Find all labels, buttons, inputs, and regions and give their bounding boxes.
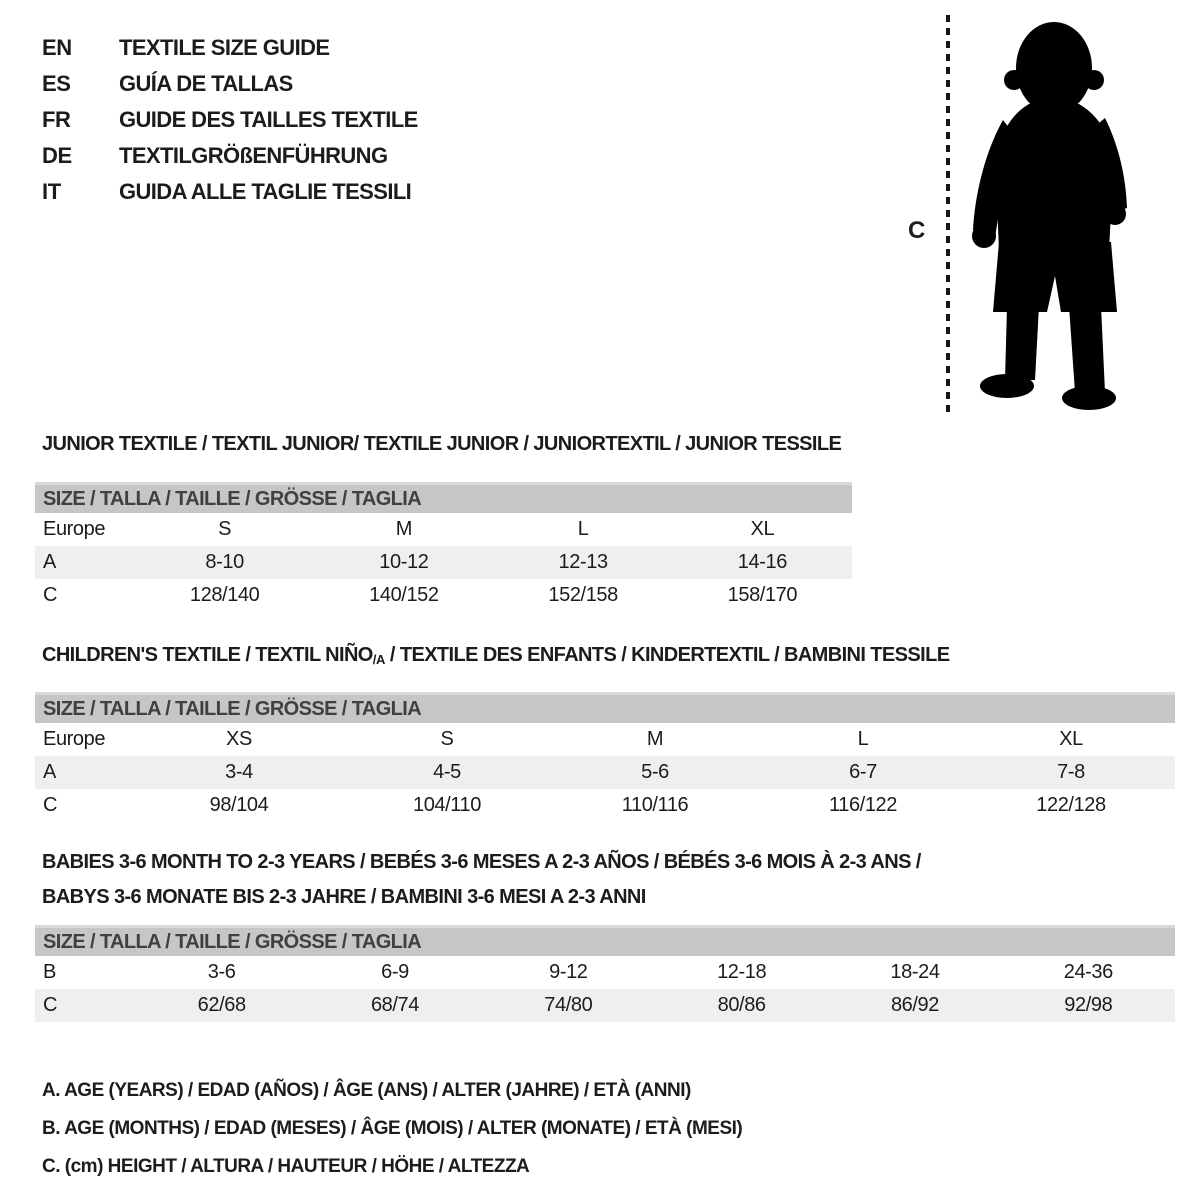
children-title-subscript: /A (372, 652, 385, 667)
value-cell: 128/140 (189, 584, 260, 606)
table-row (35, 546, 852, 579)
language-code: EN (42, 35, 72, 60)
table-row (35, 579, 852, 612)
language-code: FR (42, 107, 71, 132)
children-size-table (35, 692, 1175, 822)
language-code: DE (42, 143, 72, 168)
size-header-bar: SIZE / TALLA / TAILLE / GRÖSSE / TAGLIA (35, 482, 852, 513)
junior-size-table (35, 482, 852, 612)
row-label: C (43, 794, 58, 816)
column-header: XS (226, 728, 252, 750)
value-cell: 86/92 (890, 994, 939, 1016)
language-row (42, 102, 418, 138)
babies-title-line2: BABYS 3-6 MONATE BIS 2-3 JAHRE / BAMBINI 3-6 MESI A 2-3 ANNI (42, 886, 646, 908)
language-row (42, 138, 418, 174)
legend-line-age-months: B. AGE (MONTHS) / EDAD (MESES) / ÂGE (MOIS) / ALTER (MONATE) / ETÀ (MESI) (42, 1118, 743, 1139)
column-header: L (577, 518, 589, 540)
value-cell: 6-9 (381, 961, 409, 983)
measure-legend (42, 1072, 742, 1186)
junior-section-title: JUNIOR TEXTILE / TEXTIL JUNIOR/ TEXTILE JUNIOR / JUNIORTEXTIL / JUNIOR TESSILE (42, 433, 842, 455)
value-cell: 12-13 (558, 551, 608, 573)
value-cell: 74/80 (544, 994, 593, 1016)
value-cell: 110/116 (621, 794, 689, 816)
value-cell: 6-7 (849, 761, 877, 783)
column-header: L (857, 728, 869, 750)
value-cell: 7-8 (1057, 761, 1085, 783)
value-cell: 80/86 (717, 994, 766, 1016)
value-cell: 3-4 (225, 761, 253, 783)
value-cell: 158/170 (727, 584, 798, 606)
table-row (35, 956, 1175, 989)
language-title: TEXTILGRÖßENFÜHRUNG (119, 143, 388, 168)
column-header: M (646, 728, 664, 750)
column-header: XL (750, 518, 775, 540)
row-label: A (43, 551, 56, 573)
language-row (42, 30, 418, 66)
value-cell: 10-12 (379, 551, 429, 573)
language-title-list (42, 30, 418, 210)
children-section-title (42, 644, 949, 667)
height-measure-label: C (908, 217, 926, 244)
language-title: TEXTILE SIZE GUIDE (119, 35, 330, 60)
value-cell: 4-5 (433, 761, 461, 783)
children-title-prefix: CHILDREN'S TEXTILE / TEXTIL NIÑO (42, 644, 373, 666)
value-cell: 116/122 (828, 794, 897, 816)
region-label: Europe (43, 518, 106, 540)
value-cell: 140/152 (369, 584, 439, 606)
value-cell: 9-12 (549, 961, 588, 983)
language-code: IT (42, 179, 61, 204)
language-row (42, 174, 418, 210)
region-label: Europe (43, 728, 106, 750)
column-header-row (35, 723, 1175, 756)
children-title-suffix: / TEXTILE DES ENFANTS / KINDERTEXTIL / BAMBINI TESSILE (384, 644, 950, 666)
value-cell: 12-18 (717, 961, 767, 983)
value-cell: 3-6 (207, 961, 236, 983)
size-header-bar: SIZE / TALLA / TAILLE / GRÖSSE / TAGLIA (35, 692, 1175, 723)
column-header: XL (1059, 728, 1083, 750)
value-cell: 122/128 (1036, 794, 1106, 816)
language-title: GUÍA DE TALLAS (119, 71, 293, 96)
value-cell: 14-16 (737, 551, 787, 573)
row-label: C (43, 994, 58, 1016)
column-header: S (218, 518, 232, 540)
column-header: S (440, 728, 454, 750)
value-cell: 5-6 (641, 761, 669, 783)
value-cell: 18-24 (890, 961, 940, 983)
size-header-bar: SIZE / TALLA / TAILLE / GRÖSSE / TAGLIA (35, 925, 1175, 956)
legend-line-age-years: A. AGE (YEARS) / EDAD (AÑOS) / ÂGE (ANS) / ALTER (JAHRE) / ETÀ (ANNI) (42, 1080, 691, 1101)
babies-title-line1: BABIES 3-6 MONTH TO 2-3 YEARS / BEBÉS 3-6 MESES A 2-3 AÑOS / BÉBÉS 3-6 MOIS À 2-3 ANS / (42, 851, 921, 873)
row-label: B (43, 961, 56, 983)
value-cell: 152/158 (548, 584, 618, 606)
row-label: A (43, 761, 56, 783)
height-measure-dashed-line (946, 15, 950, 417)
table-row (35, 756, 1175, 789)
value-cell: 62/68 (197, 994, 246, 1016)
language-code: ES (42, 71, 71, 96)
value-cell: 92/98 (1064, 994, 1113, 1016)
column-header: M (395, 518, 412, 540)
language-row (42, 66, 418, 102)
row-label: C (43, 584, 58, 606)
value-cell: 104/110 (412, 794, 481, 816)
babies-size-table (35, 925, 1175, 1022)
language-title: GUIDE DES TAILLES TEXTILE (119, 107, 418, 132)
babies-section-title (42, 845, 921, 915)
value-cell: 24-36 (1063, 961, 1113, 983)
table-row (35, 989, 1175, 1022)
column-header-row (35, 513, 852, 546)
value-cell: 68/74 (370, 994, 420, 1016)
language-title: GUIDA ALLE TAGLIE TESSILI (119, 179, 412, 204)
baby-silhouette-icon (963, 18, 1141, 420)
value-cell: 8-10 (205, 551, 244, 573)
legend-line-height-cm: C. (cm) HEIGHT / ALTURA / HAUTEUR / HÖHE / ALTEZZA (42, 1156, 530, 1177)
table-row (35, 789, 1175, 822)
value-cell: 98/104 (209, 794, 269, 816)
